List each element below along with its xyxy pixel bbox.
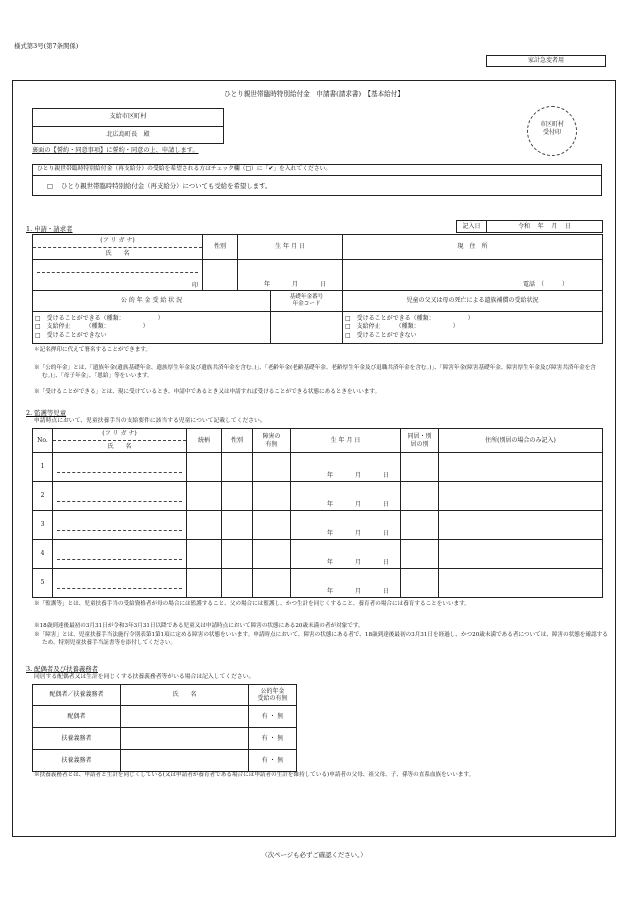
child-gender-field[interactable] <box>222 453 253 482</box>
child-name-field[interactable] <box>53 569 187 598</box>
family-type-dependent: 扶養義務者 <box>33 750 121 772</box>
child-disability-field[interactable] <box>253 453 291 482</box>
children-table <box>32 428 603 598</box>
entry-date-field[interactable]: 令和 年 月 日 <box>487 221 603 233</box>
section3-title: 3. 配偶者及び扶養義務者 <box>26 665 99 673</box>
survivor-option-receivable[interactable]: □ 受けることができる（種類： ） <box>345 315 474 323</box>
family-pension-choice[interactable]: 有 ・ 無 <box>249 728 297 750</box>
pension-option-suspended[interactable]: □ 支給停止 （種類： ） <box>35 323 149 331</box>
survivor-option-suspended[interactable]: □ 支給停止 （種類： ） <box>345 323 459 331</box>
additional-payment-checkbox[interactable]: □ <box>47 182 54 190</box>
child-disability-field[interactable] <box>253 482 291 511</box>
phone-label: 電話 （ ） <box>522 280 568 288</box>
child-name-field[interactable] <box>53 540 187 569</box>
child-row <box>33 482 603 511</box>
child-address-field[interactable] <box>439 511 603 540</box>
child-disability-field[interactable] <box>253 511 291 540</box>
applicant-furigana-header: (フ リ ガ ナ) <box>33 235 202 248</box>
child-name-field[interactable] <box>53 511 187 540</box>
child-birth-field[interactable]: 年 月 日 <box>291 511 401 540</box>
footer-note: （次ページも必ずご確認ください。） <box>261 851 367 859</box>
reception-seal: 市区町村 受付印 <box>527 106 577 156</box>
child-cohabit-field[interactable] <box>401 511 439 540</box>
birth-header: 生 年 月 日 <box>238 235 343 260</box>
child-cohabit-field[interactable] <box>401 569 439 598</box>
address-field[interactable] <box>343 260 603 291</box>
children-no-header: No. <box>33 429 53 453</box>
children-address-header: 住所(別居の場合のみ記入) <box>439 429 603 453</box>
child-number: 3 <box>33 511 53 540</box>
gender-header: 性別 <box>203 235 238 260</box>
section1-note-receivable: ※「受けることができる」とは、現に受けているとき、申請中であるとき又は申請すれば受けることができる状態にあるときをいいます。 <box>34 389 381 395</box>
child-row <box>33 511 603 540</box>
addressee-line2: 北広島町長 殿 <box>106 131 150 138</box>
survivor-benefit-header: 児童の父又は母の死亡による遺族補償の受給状況 <box>343 291 603 312</box>
addressee-box <box>32 108 224 144</box>
section2-note-disability: ※「障害」とは、児童扶養手当法施行令別表第1第1項に定める障害の状態をいいます。申請時点において、障害の状態にある者で、18歳到達後最初の3月31日を経過し、かつ20歳未満である者については、障害の状態を確認するため、特別児童扶養手当証書等を添付してください。 <box>34 632 608 646</box>
form-title: ひとり親世帯臨時特別給付金 申請書(請求書) 【基本給付】 <box>224 90 404 98</box>
child-relation-field[interactable] <box>187 511 222 540</box>
children-disability-header: 障害の 有無 <box>253 429 291 453</box>
child-relation-field[interactable] <box>187 540 222 569</box>
oath-line: 裏面の【誓約・同意事項】に誓約・同意の上、申請します。 <box>32 147 199 154</box>
child-address-field[interactable] <box>439 482 603 511</box>
section3-note: ※扶養義務者とは、申請者と生計を同じくしている(又は申請者が養育者である場合には申請者の生計を維持している)申請者の父母、祖父母、子、孫等の直系血族をいいます。 <box>34 772 475 778</box>
entry-date-table <box>456 220 603 233</box>
section2-intro: 申請時点において、児童扶養手当の支給要件に該当する児童について記載してください。 <box>34 418 266 424</box>
child-number: 5 <box>33 569 53 598</box>
family-name-header: 氏 名 <box>121 685 249 706</box>
child-birth-field[interactable]: 年 月 日 <box>291 482 401 511</box>
family-pension-choice[interactable]: 有 ・ 無 <box>249 706 297 728</box>
section1-note-pension: ※「公的年金」とは、「遺族年金(遺族基礎年金、遺族厚生年金及び遺族共済年金を含む。)」、「老齢年金(老齢基礎年金、老齢厚生年金及び退職共済年金を含む。)」、「障害年金(障害基礎年金、障害厚生年金及び障害共済年金を含む。)」、「母子年金」、「恩給」等をいいます。 <box>34 365 596 379</box>
family-type-dependent: 扶養義務者 <box>33 728 121 750</box>
survivor-option-not-receivable[interactable]: □ 受けることができない <box>345 331 417 339</box>
additional-payment-box <box>32 164 602 196</box>
entry-date-label: 記入日 <box>457 221 487 233</box>
hanko-mark: 印 <box>191 282 198 289</box>
pension-status-header: 公 的 年 金 受 給 状 況 <box>33 291 271 312</box>
child-relation-field[interactable] <box>187 453 222 482</box>
child-relation-field[interactable] <box>187 569 222 598</box>
child-row <box>33 569 603 598</box>
child-address-field[interactable] <box>439 540 603 569</box>
basic-pension-number-header: 基礎年金番号 年金コード <box>271 291 343 312</box>
form-number: 様式第3号(第7条関係) <box>14 42 79 50</box>
child-gender-field[interactable] <box>222 540 253 569</box>
family-name-field[interactable] <box>121 728 249 750</box>
addressee-line1: 支給市区町村 <box>33 109 223 127</box>
children-furigana-header: (フ リ ガ ナ) <box>53 429 186 441</box>
family-name-field[interactable] <box>121 750 249 772</box>
child-cohabit-field[interactable] <box>401 453 439 482</box>
child-row <box>33 540 603 569</box>
family-pension-header: 公的年金 受給の有無 <box>249 685 297 706</box>
family-type-spouse: 配偶者 <box>33 706 121 728</box>
child-gender-field[interactable] <box>222 511 253 540</box>
child-address-field[interactable] <box>439 569 603 598</box>
child-cohabit-field[interactable] <box>401 540 439 569</box>
family-type-header: 配偶者／扶養義務者 <box>33 685 121 706</box>
section2-note-custody: ※「監護等」とは、児童扶養手当の受給資格者が母の場合には監護すること、父の場合には監護し、かつ生計を同じくすること、養育者の場合には養育することをいいます。 <box>34 601 470 607</box>
children-gender-header: 性別 <box>222 429 253 453</box>
family-name-field[interactable] <box>121 706 249 728</box>
children-cohabit-header: 同居・別 居の別 <box>401 429 439 453</box>
children-birth-header: 生 年 月 日 <box>291 429 401 453</box>
child-relation-field[interactable] <box>187 482 222 511</box>
pension-table <box>32 290 603 344</box>
address-header: 現 住 所 <box>343 235 603 260</box>
child-row <box>33 453 603 482</box>
office-use-box: 家計急変者用 <box>486 55 606 67</box>
applicant-name-field[interactable] <box>33 260 203 291</box>
birth-field[interactable]: 年 月 日 <box>238 260 343 291</box>
signature-note: ＊記名押印に代えて署名することができます。 <box>34 347 152 353</box>
child-number: 1 <box>33 453 53 482</box>
applicant-name-header: 氏 名 <box>105 250 130 257</box>
child-birth-field[interactable]: 年 月 日 <box>291 453 401 482</box>
child-gender-field[interactable] <box>222 482 253 511</box>
pension-option-not-receivable[interactable]: □ 受けることができない <box>35 331 107 339</box>
section2-title: 2. 監護等児童 <box>26 409 67 417</box>
child-birth-field[interactable]: 年 月 日 <box>291 569 401 598</box>
gender-field[interactable] <box>203 260 238 291</box>
family-table <box>32 684 297 772</box>
additional-payment-label: ひとり親世帯臨時特別給付金（再支給分）についても受給を希望します。 <box>61 182 272 190</box>
child-name-field[interactable] <box>53 482 187 511</box>
section1-title: 1. 申請・請求者 <box>26 225 73 233</box>
additional-payment-header: ひとり親世帯臨時特別給付金（再支給分）の受給を希望される方はチェック欄（□）に「✔」を入れてください。 <box>33 165 601 176</box>
applicant-table <box>32 234 603 291</box>
section3-intro: 同居する配偶者又は生計を同じくする扶養義務者等がいる場合は記入してください。 <box>34 674 255 680</box>
pension-option-receivable[interactable]: □ 受けることができる（種類： ） <box>35 315 164 323</box>
section2-note-age: ※18歳到達後最初の3月31日が令和3年3月31日以降である児童又は申請時点において障害の状態にある20歳未満の者が対象です。 <box>34 623 364 629</box>
child-disability-field[interactable] <box>253 540 291 569</box>
child-address-field[interactable] <box>439 453 603 482</box>
child-birth-field[interactable]: 年 月 日 <box>291 540 401 569</box>
child-number: 4 <box>33 540 53 569</box>
basic-pension-number-field[interactable] <box>271 312 343 344</box>
child-name-field[interactable] <box>53 453 187 482</box>
child-gender-field[interactable] <box>222 569 253 598</box>
child-cohabit-field[interactable] <box>401 482 439 511</box>
child-number: 2 <box>33 482 53 511</box>
child-disability-field[interactable] <box>253 569 291 598</box>
children-name-header: 氏 名 <box>107 443 132 450</box>
family-pension-choice[interactable]: 有 ・ 無 <box>249 750 297 772</box>
children-relation-header: 続柄 <box>187 429 222 453</box>
